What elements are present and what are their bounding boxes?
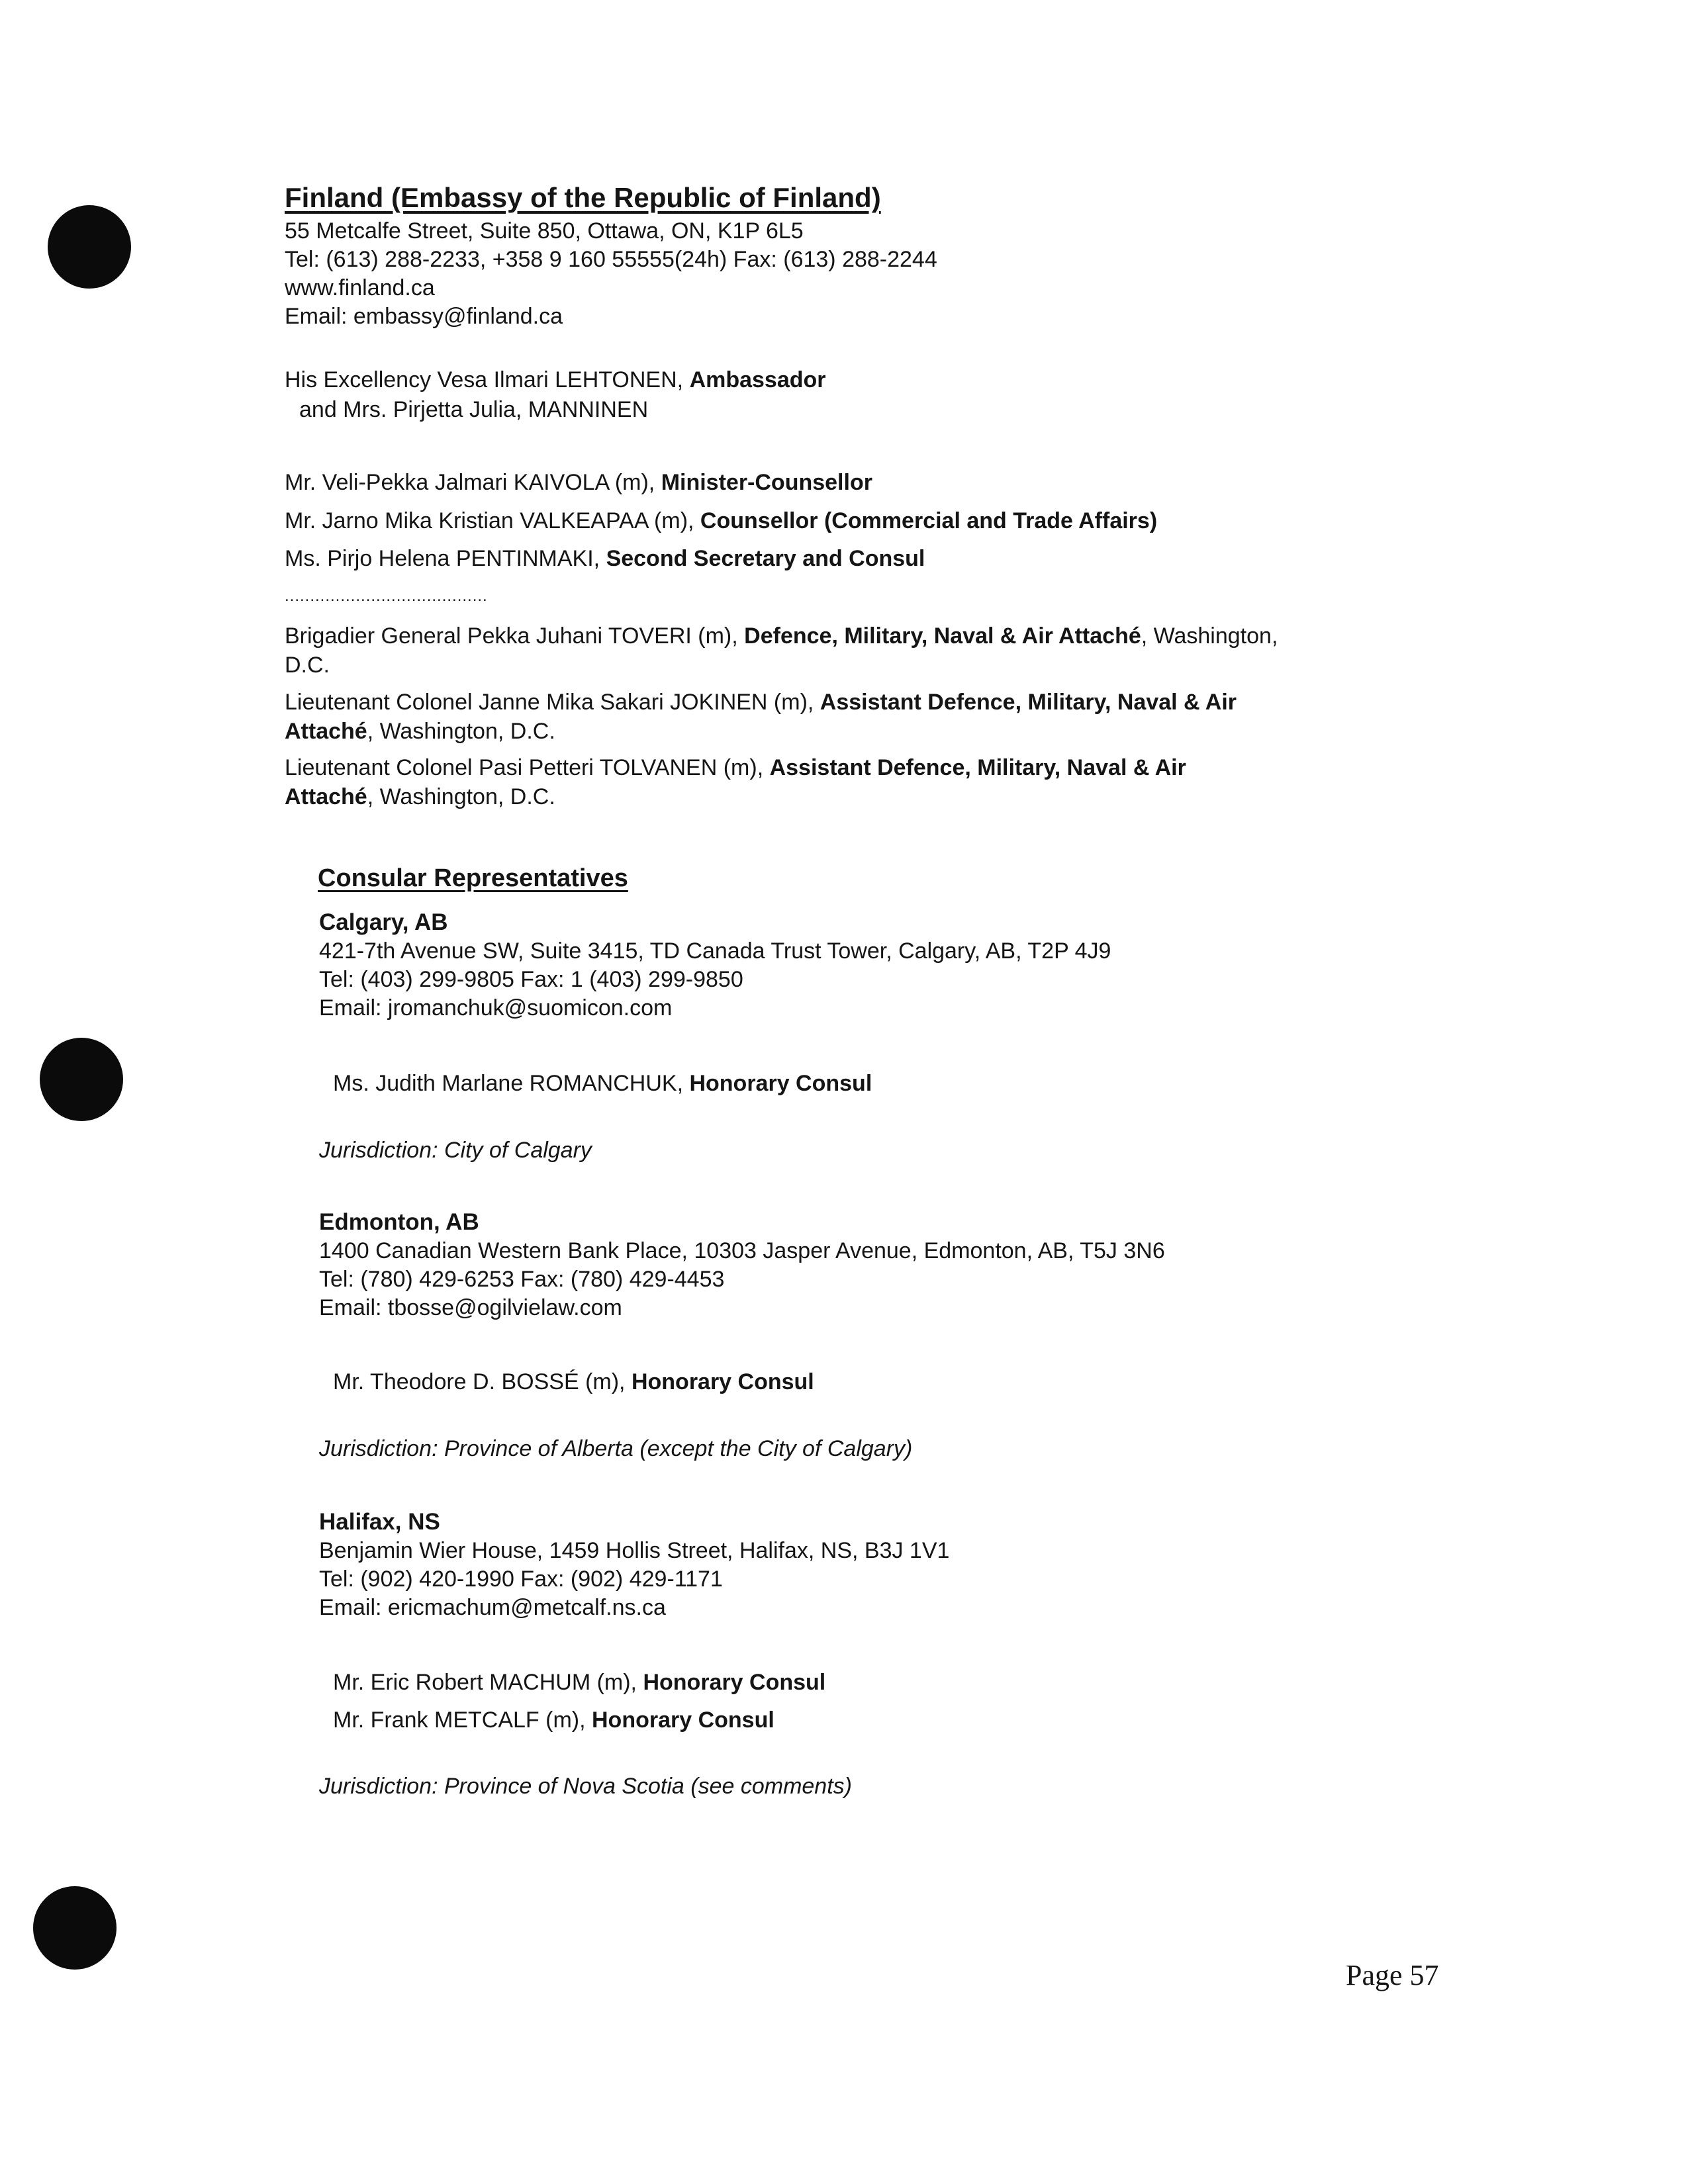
ambassador-name: His Excellency Vesa Ilmari LEHTONEN, <box>285 367 690 392</box>
office-tel-fax: Tel: (780) 429-6253 Fax: (780) 429-4453 <box>319 1267 725 1292</box>
consul-row: Ms. Judith Marlane ROMANCHUK, Honorary Consul <box>333 1071 872 1096</box>
page-number: Page 57 <box>1346 1959 1439 1991</box>
punch-hole-middle <box>40 1038 123 1121</box>
office-tel-fax: Tel: (403) 299-9805 Fax: 1 (403) 299-9850 <box>319 967 743 992</box>
attache-row-continued: Attaché, Washington, D.C. <box>285 719 555 744</box>
punch-hole-top <box>48 205 131 289</box>
office-email: Email: jromanchuk@suomicon.com <box>319 995 673 1021</box>
office-tel-fax: Tel: (902) 420-1990 Fax: (902) 429-1171 <box>319 1567 723 1592</box>
attache-row: Lieutenant Colonel Janne Mika Sakari JOKINEN (m), Assistant Defence, Military, Naval & Air <box>285 690 1237 715</box>
attache-row-continued: Attaché, Washington, D.C. <box>285 784 555 809</box>
embassy-tel-fax: Tel: (613) 288-2233, +358 9 160 55555(24h) Fax: (613) 288-2244 <box>285 247 937 272</box>
embassy-website: www.finland.ca <box>285 275 435 300</box>
ambassador-spouse: and Mrs. Pirjetta Julia, MANNINEN <box>299 397 649 422</box>
attache-row: Brigadier General Pekka Juhani TOVERI (m), Defence, Military, Naval & Air Attaché, Washington, <box>285 623 1278 649</box>
punch-hole-bottom <box>33 1886 117 1970</box>
staff-name: Mr. Jarno Mika Kristian VALKEAPAA (m), <box>285 508 700 533</box>
staff-role: Counsellor (Commercial and Trade Affairs) <box>700 508 1158 533</box>
office-address: 421-7th Avenue SW, Suite 3415, TD Canada Trust Tower, Calgary, AB, T2P 4J9 <box>319 938 1111 964</box>
office-email: Email: ericmachum@metcalf.ns.ca <box>319 1595 666 1620</box>
ambassador-line <box>285 366 826 394</box>
office-jurisdiction: Jurisdiction: City of Calgary <box>319 1138 592 1163</box>
office-jurisdiction: Jurisdiction: Province of Nova Scotia (see comments) <box>319 1774 852 1799</box>
office-email: Email: tbosse@ogilvielaw.com <box>319 1295 622 1320</box>
embassy-email: Email: embassy@finland.ca <box>285 304 563 329</box>
attache-row-continued: D.C. <box>285 653 330 678</box>
embassy-address: 55 Metcalfe Street, Suite 850, Ottawa, ON, K1P 6L5 <box>285 218 804 244</box>
ambassador-role: Ambassador <box>689 367 826 392</box>
consul-row: Mr. Eric Robert MACHUM (m), Honorary Consul <box>333 1670 826 1695</box>
staff-role: Minister-Counsellor <box>661 470 872 495</box>
office-city: Halifax, NS <box>319 1509 440 1535</box>
staff-row <box>285 469 872 496</box>
attache-row: Lieutenant Colonel Pasi Petteri TOLVANEN (m), Assistant Defence, Military, Naval & Air <box>285 755 1186 780</box>
staff-name: Ms. Pirjo Helena PENTINMAKI, <box>285 546 606 571</box>
staff-role: Second Secretary and Consul <box>606 546 925 571</box>
consular-heading: Consular Representatives <box>318 864 628 892</box>
office-address: Benjamin Wier House, 1459 Hollis Street, Halifax, NS, B3J 1V1 <box>319 1538 950 1563</box>
embassy-title: Finland (Embassy of the Republic of Finland) <box>285 182 881 213</box>
office-address: 1400 Canadian Western Bank Place, 10303 Jasper Avenue, Edmonton, AB, T5J 3N6 <box>319 1238 1165 1263</box>
staff-row <box>285 507 1157 535</box>
office-city: Edmonton, AB <box>319 1209 479 1235</box>
staff-name: Mr. Veli-Pekka Jalmari KAIVOLA (m), <box>285 470 661 495</box>
separator-dots: ........................................ <box>285 587 488 605</box>
office-city: Calgary, AB <box>319 909 448 935</box>
consul-row: Mr. Frank METCALF (m), Honorary Consul <box>333 1707 774 1733</box>
office-jurisdiction: Jurisdiction: Province of Alberta (except the City of Calgary) <box>319 1436 913 1461</box>
consul-row: Mr. Theodore D. BOSSÉ (m), Honorary Consul <box>333 1369 814 1394</box>
staff-row <box>285 545 925 572</box>
